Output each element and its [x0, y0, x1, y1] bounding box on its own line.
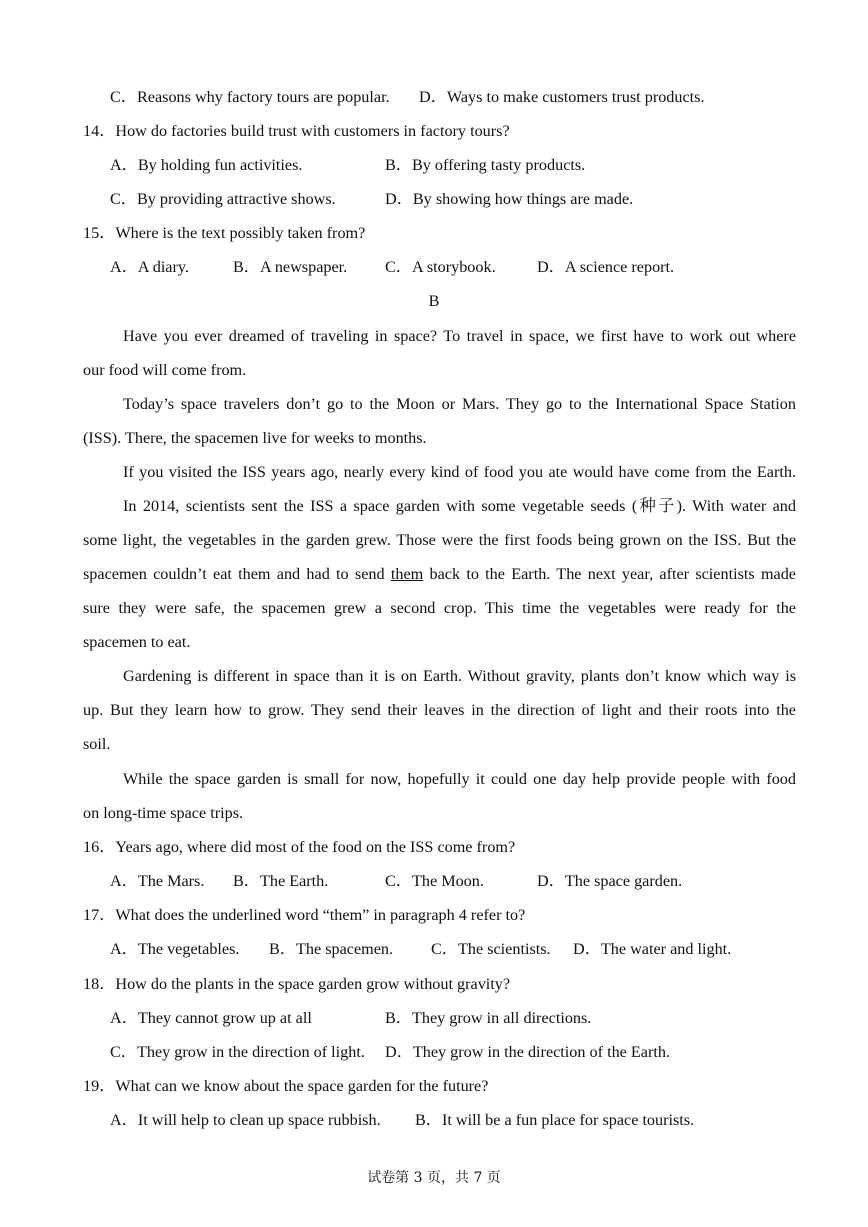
q17-option-d: D．The water and light.	[573, 940, 732, 958]
q17-option-b: B．The spacemen.	[269, 940, 394, 958]
passage-p3-line1: If you visited the ISS years ago, nearly every kind of food you ate would have come from the Earth.	[123, 463, 796, 481]
q16-option-b: B．The Earth.	[233, 872, 329, 890]
q14-option-d: D．By showing how things are made.	[385, 190, 634, 208]
passage-p4-line2: some light, the vegetables in the garden grew. Those were the first foods being grown on the ISS. But the	[83, 531, 796, 549]
q15-option-c: C．A storybook.	[385, 258, 496, 276]
passage-p4-line5: spacemen to eat.	[83, 633, 191, 651]
passage-p5-line2: up. But they learn how to grow. They send their leaves in the direction of light and their roots into the	[83, 701, 796, 719]
q15-option-b: B．A newspaper.	[233, 258, 348, 276]
q18-option-b: B．They grow in all directions.	[385, 1009, 592, 1027]
passage-p4-line4: sure they were safe, the spacemen grew a second crop. This time the vegetables were ready for the	[83, 599, 796, 617]
passage-p5-line3: soil.	[83, 735, 111, 753]
q16-stem: 16．Years ago, where did most of the food on the ISS come from?	[83, 838, 516, 856]
page-footer: 试卷第 3 页，共 7 页	[367, 1170, 501, 1186]
q18-stem: 18．How do the plants in the space garden grow without gravity?	[83, 975, 511, 993]
q16-option-d: D．The space garden.	[537, 872, 683, 890]
q13-option-d: D．Ways to make customers trust products.	[419, 88, 705, 106]
q15-stem: 15．Where is the text possibly taken from?	[83, 224, 366, 242]
q16-option-a: A．The Mars.	[110, 872, 205, 890]
passage-p1-line1: Have you ever dreamed of traveling in space? To travel in space, we first have to work out where	[123, 327, 796, 345]
q17-stem: 17．What does the underlined word “them” in paragraph 4 refer to?	[83, 906, 526, 924]
q15-option-a: A．A diary.	[110, 258, 189, 276]
passage-p4-line3-before: spacemen couldn’t eat them and had to send	[83, 565, 391, 583]
q14-stem: 14．How do factories build trust with customers in factory tours?	[83, 122, 510, 140]
q14-option-c: C．By providing attractive shows.	[110, 190, 336, 208]
q19-stem: 19．What can we know about the space garden for the future?	[83, 1077, 489, 1095]
section-b-heading: B	[428, 292, 440, 310]
q17-option-c: C．The scientists.	[431, 940, 551, 958]
passage-p4-line3-after: back to the Earth. The next year, after scientists made	[423, 565, 796, 583]
passage-p5-line1: Gardening is different in space than it is on Earth. Without gravity, plants don’t know which way is	[123, 667, 796, 685]
passage-p6-line2: on long-time space trips.	[83, 804, 244, 822]
passage-p2-line1: Today’s space travelers don’t go to the Moon or Mars. They go to the International Space Station	[123, 395, 796, 413]
q14-option-b: B．By offering tasty products.	[385, 156, 586, 174]
underlined-word-them: them	[390, 565, 424, 583]
q19-option-a: A．It will help to clean up space rubbish.	[110, 1111, 381, 1129]
passage-p4-line1: In 2014, scientists sent the ISS a space garden with some vegetable seeds (种子). With water and	[123, 497, 796, 515]
passage-p1-line2: our food will come from.	[83, 361, 247, 379]
q13-option-c: C．Reasons why factory tours are popular.	[110, 88, 390, 106]
q18-option-d: D．They grow in the direction of the Earth.	[385, 1043, 670, 1061]
q18-option-a: A．They cannot grow up at all	[110, 1009, 312, 1027]
passage-p6-line1: While the space garden is small for now, hopefully it could one day help provide people with food	[123, 770, 796, 788]
q16-option-c: C．The Moon.	[385, 872, 484, 890]
q19-option-b: B．It will be a fun place for space tourists.	[415, 1111, 695, 1129]
q14-option-a: A．By holding fun activities.	[110, 156, 303, 174]
q15-option-d: D．A science report.	[537, 258, 675, 276]
passage-p4-line3	[83, 564, 796, 584]
passage-p2-line2: (ISS). There, the spacemen live for weeks to months.	[83, 429, 427, 447]
q17-option-a: A．The vegetables.	[110, 940, 240, 958]
q18-option-c: C．They grow in the direction of light.	[110, 1043, 365, 1061]
